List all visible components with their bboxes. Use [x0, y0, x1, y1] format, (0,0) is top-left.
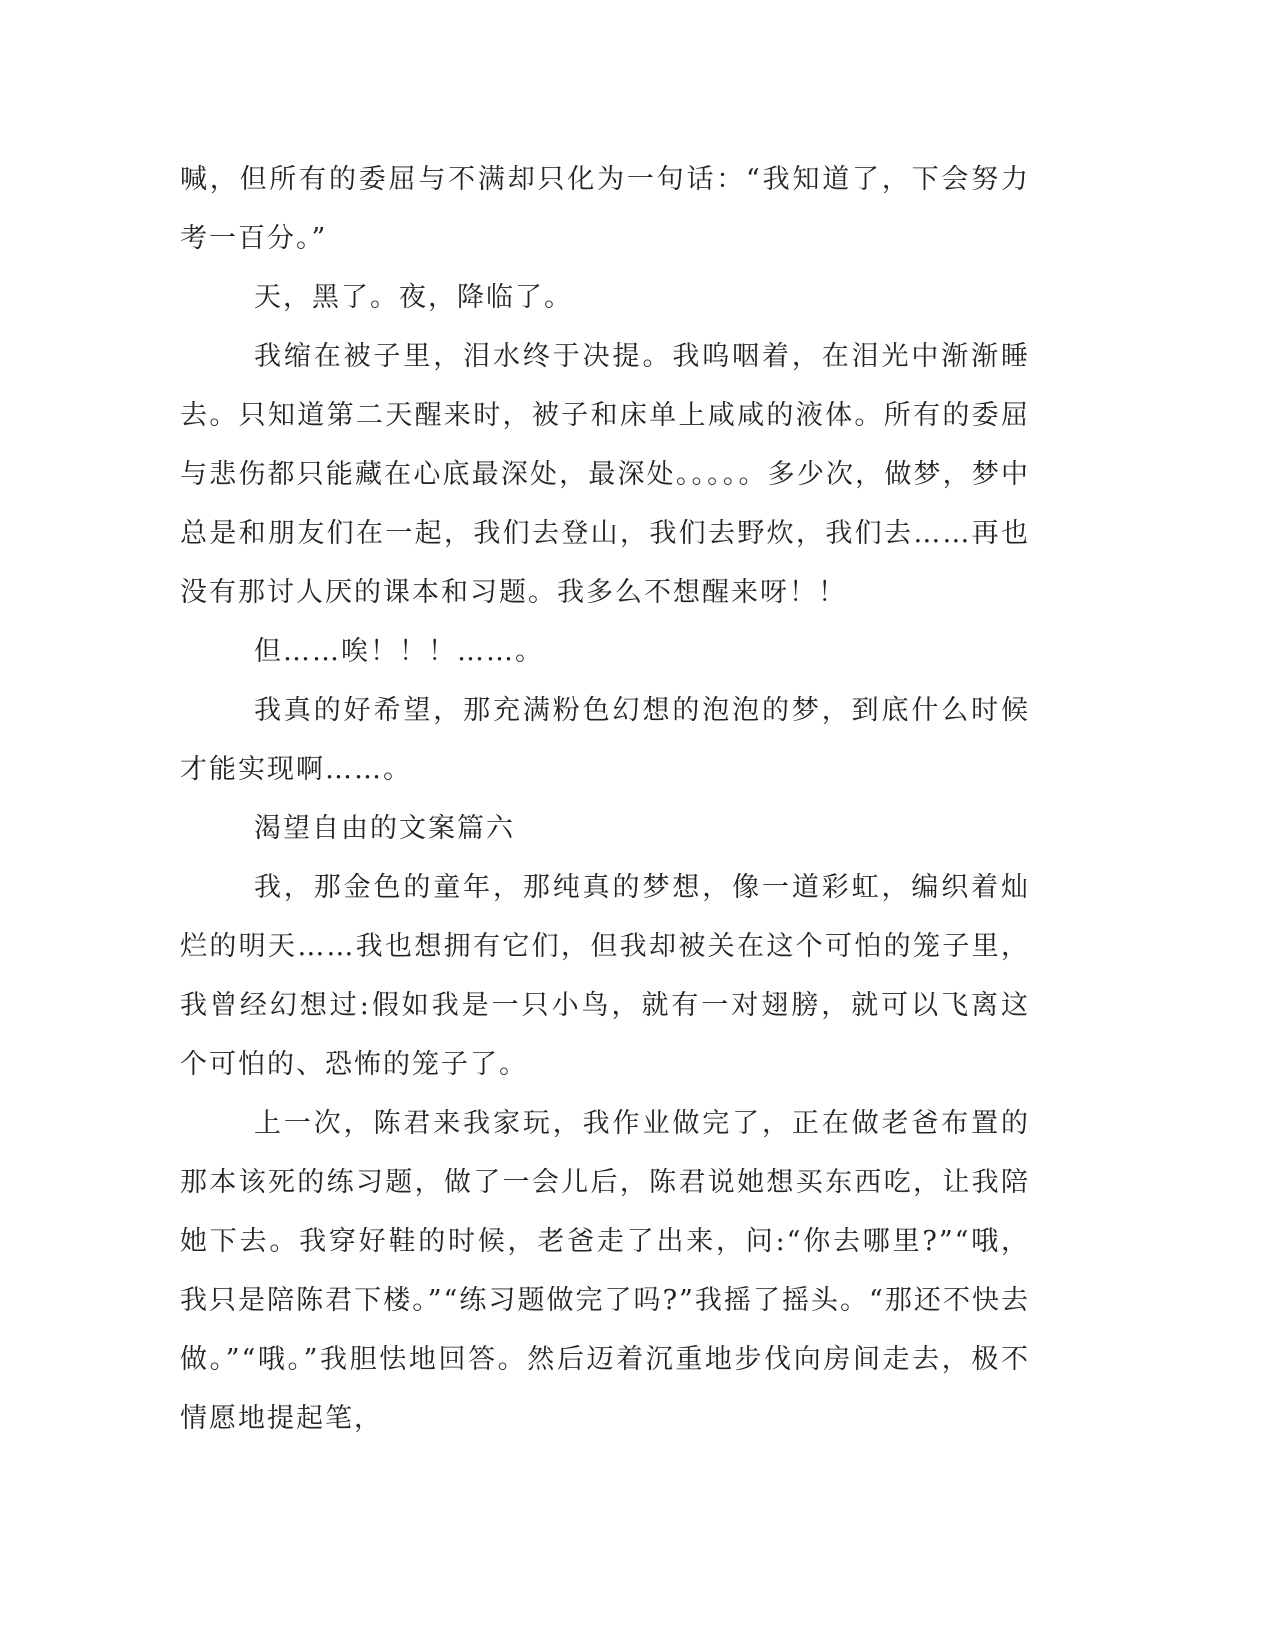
paragraph-1: 喊，但所有的委屈与不满却只化为一句话：“我知道了，下会努力考一百分。” — [180, 164, 1030, 254]
section-heading: 渴望自由的文案篇六 — [254, 813, 515, 844]
paragraph-2: 天，黑了。夜，降临了。 — [254, 282, 573, 313]
paragraph-7: 我，那金色的童年，那纯真的梦想，像一道彩虹，编织着灿烂的明天……我也想拥有它们，但我却被关在这个可怕的笼子里，我曾经幻想过:假如我是一只小鸟，就有一对翅膀，就可以飞离这个可怕的、恐怖的笼子了。 — [180, 872, 1030, 1080]
paragraph-3: 我缩在被子里，泪水终于决提。我呜咽着，在泪光中渐渐睡去。只知道第二天醒来时，被子和床单上咸咸的液体。所有的委屈与悲伤都只能藏在心底最深处，最深处。。。。。多少次，做梦，梦中总是和朋友们在一起，我们去登山，我们去野炊，我们去……再也没有那讨人厌的课本和习题。我多么不想醒来呀！！ — [180, 341, 1030, 608]
document-page — [180, 150, 1030, 1448]
paragraph-8: 上一次，陈君来我家玩，我作业做完了，正在做老爸布置的那本该死的练习题，做了一会儿后，陈君说她想买东西吃，让我陪她下去。我穿好鞋的时候，老爸走了出来，问:“你去哪里?”“哦，我只是陪陈君下楼。”“练习题做完了吗?”我摇了摇头。“那还不快去做。”“哦。”我胆怯地回答。然后迈着沉重地步伐向房间走去，极不情愿地提起笔， — [180, 1108, 1030, 1434]
paragraph-5: 我真的好希望，那充满粉色幻想的泡泡的梦，到底什么时候才能实现啊……。 — [180, 695, 1030, 785]
paragraph-4: 但……唉！！！……。 — [254, 636, 544, 667]
